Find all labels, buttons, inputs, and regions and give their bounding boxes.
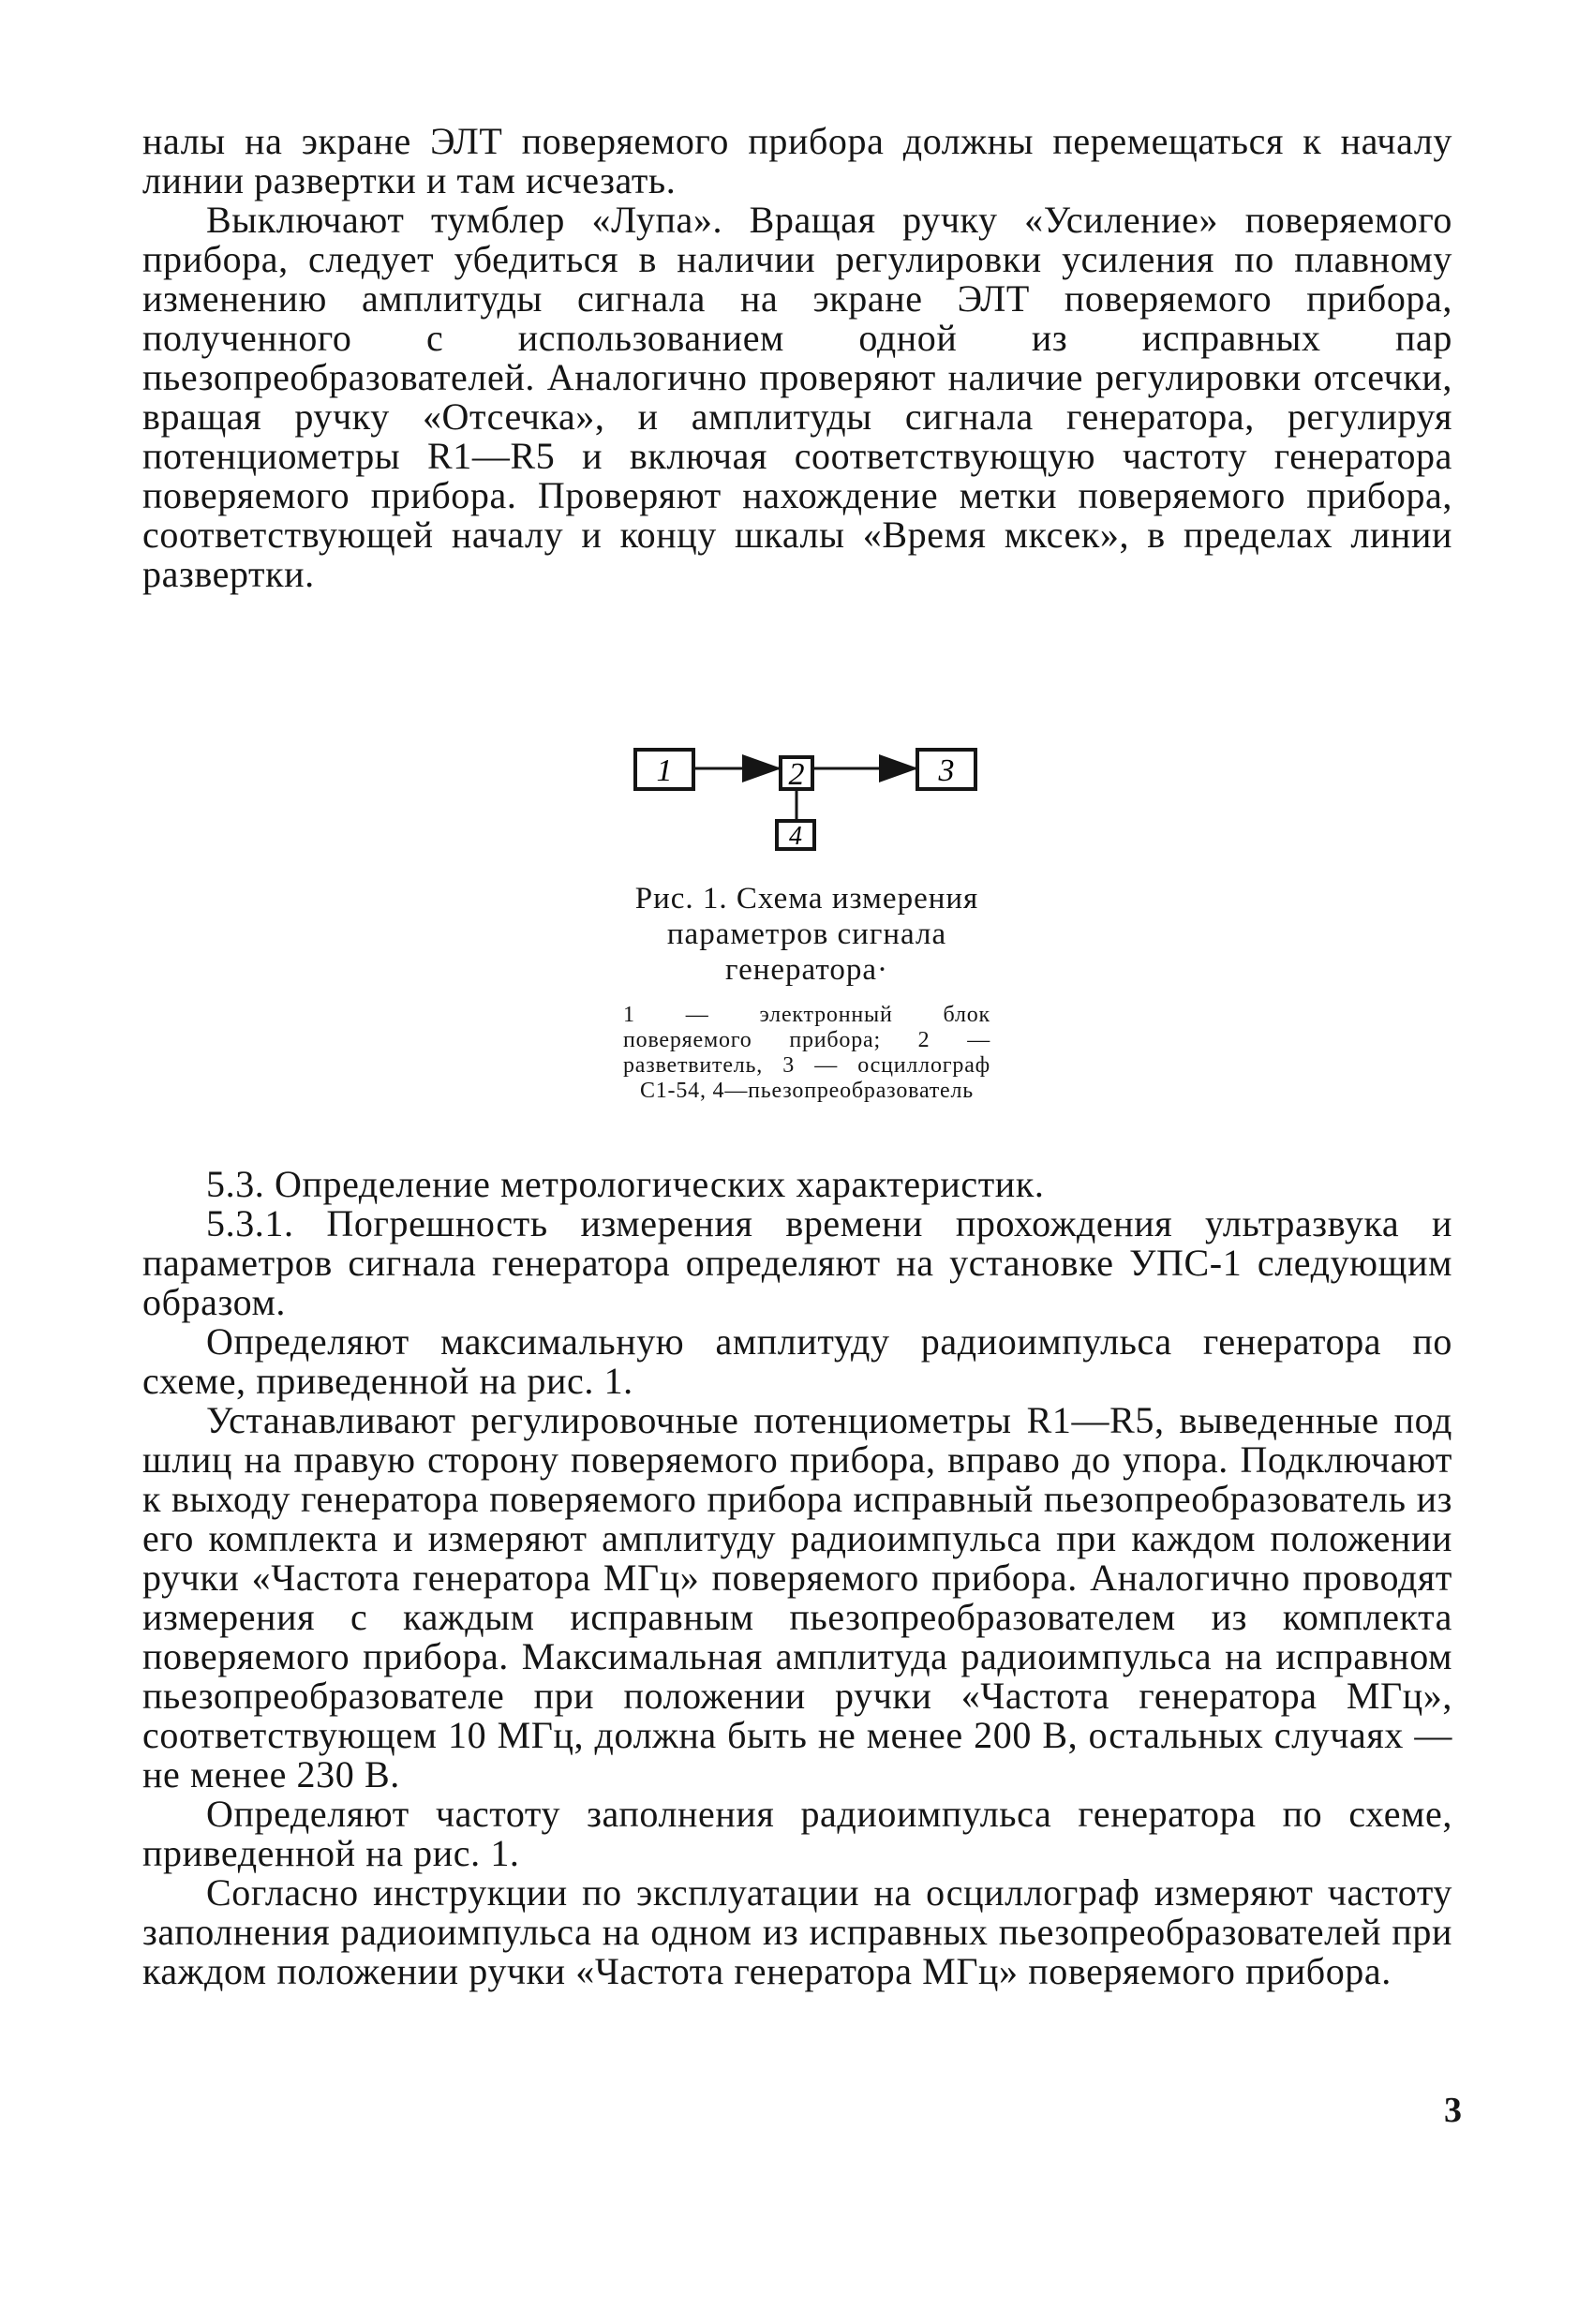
paragraph: Определяют частоту заполнения радиоимпульса генератора по схеме, приведенной на рис. 1.: [142, 1793, 1452, 1874]
diagram-box-label: 4: [789, 822, 802, 851]
paragraph: Определяют максимальную амплитуду радиоимпульса генератора по схеме, приведенной на рис. 1.: [142, 1320, 1452, 1402]
diagram-box-label: 2: [788, 757, 805, 792]
diagram-box-label: 1: [656, 753, 673, 788]
paragraph: Выключают тумблер «Лупа». Вращая ручку «Усиление» поверяемого прибора, следует убедиться в наличии регулировки усиления по плавному изменению амплитуды сигнала на экране ЭЛТ поверяемого прибора, полученного с использованием одной из исправных пар пьезопреобразователей. Аналогично проверяют наличие регулировки отсечки, вращая ручку «Отсечка», и амплитуды сигнала генератора, регулируя потенциометры R1—R5 и включая соответствующую частоту генератора поверяемого прибора. Проверяют нахождение метки поверяемого прибора, соответствующей началу и концу шкалы «Время мксек», в пределах линии развертки.: [142, 199, 1452, 595]
paragraph: Устанавливают регулировочные потенциометры R1—R5, выведенные под шлиц на правую сторону поверяемого прибора, вправо до упора. Подключают к выходу генератора поверяемого прибора исправный пьезопреобразователь из его комплекта и измеряют амплитуду радиоимпульса при каждом положении ручки «Частота генератора МГц» поверяемого прибора. Аналогично проводят измерения с каждым исправным пьезопреобразователем из комплекта поверяемого прибора. Максимальная амплитуда радиоимпульса на исправном пьезопреобразователе при положении ручки «Частота генератора МГц», соответствующем 10 МГц, должна быть не менее 200 В, остальных случаях — не менее 230 В.: [142, 1399, 1452, 1795]
figure-caption-legend: 1 — электронный блок поверяемого прибора; 2 — разветвитель, 3 — осциллограф С1-54, 4—пьезопреобразователь: [623, 1003, 990, 1103]
diagram-box-2: [781, 757, 812, 792]
diagram-box-1: [635, 750, 693, 789]
page-number: 3: [1444, 2091, 1462, 2130]
section-heading: 5.3. Определение метрологических характеристик.: [206, 1163, 1045, 1205]
paragraph: 5.3.1. Погрешность измерения времени прохождения ультразвука и параметров сигнала генератора определяют на установке УПС-1 следующим образом.: [142, 1202, 1452, 1323]
paragraph: налы на экране ЭЛТ поверяемого прибора должны перемещаться к началу линии развертки и там исчезать.: [142, 120, 1452, 201]
figure-caption-title: Рис. 1. Схема измерения параметров сигнала генератора·: [634, 882, 979, 987]
text-block-bottom: [142, 1165, 1452, 1991]
text-block-top: [142, 122, 1452, 594]
paragraph: Согласно инструкции по эксплуатации на осциллограф измеряют частоту заполнения радиоимпульса на одном из исправных пьезопреобразователей при каждом положении ручки «Частота генератора МГц» поверяемого прибора.: [142, 1871, 1452, 1992]
diagram-box-3: [917, 750, 975, 789]
block-diagram: [623, 731, 990, 872]
diagram-box-label: 3: [938, 753, 955, 788]
diagram-box-4: [777, 821, 814, 851]
